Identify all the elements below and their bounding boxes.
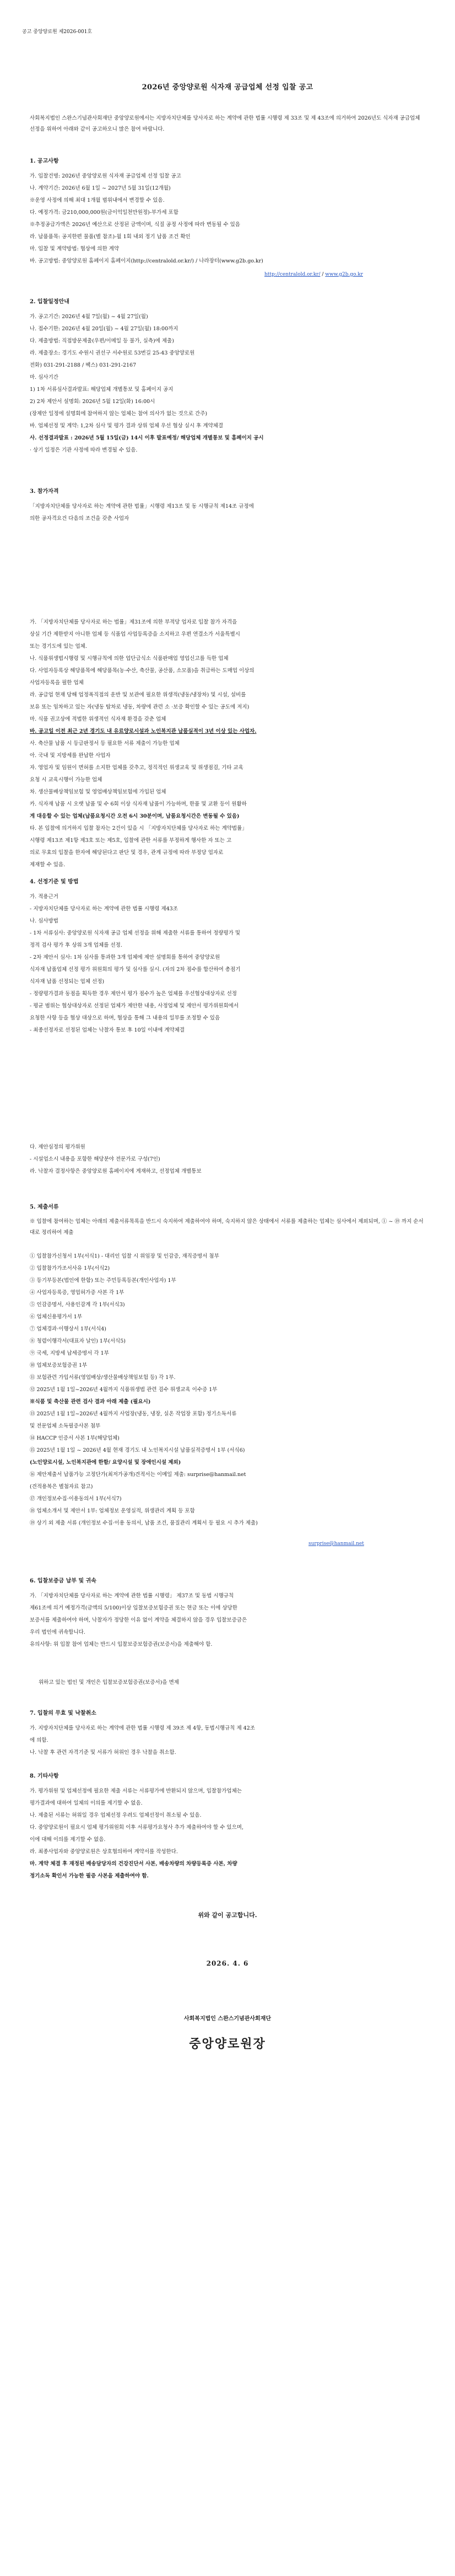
list-item: - 1차 서류심사: 중앙양로원 식자재 공급 업체 선정을 위해 제출한 서류를 통하여 정량평가 및 — [30, 930, 241, 936]
list-item: ① 입찰참가신청서 1부(서식1) - 대리인 입찰 시 위임장 및 인감증, 재직증명서 첨부 — [30, 1253, 219, 1259]
list-item: 시행령 제13조 제1항 제3호 또는 제5호, 입찰에 관한 서류를 부정하게 행사한 자 또는 고 — [30, 838, 232, 844]
list-item: - 평균 범위는 협상대상자로 선정된 업체가 제안한 내용, 사정업체 및 제안서 평가위원회에서 — [30, 1003, 239, 1009]
list-item: 사업자등록을 필한 업체 — [30, 680, 84, 686]
list-item: - 최종선정자로 선정된 업체는 낙찰자 통보 후 10일 이내에 계약체결 — [30, 1027, 185, 1033]
list-item: 2) 2차 제안서 설명회: 2026년 5월 12일(화) 16:00시 — [30, 399, 155, 405]
list-item: 정기소독 확인서 가능한 필증 사본을 제출하여야 함. — [30, 1873, 149, 1879]
list-item: - 시설업소시 내용을 포함한 해당분야 전문가로 구성(7인) — [30, 1156, 160, 1162]
list-item: 식자재 납품업체 선정 평가 위원회의 평가 및 심사를 실시. (자의 2차 점수를 합산하여 총점기 — [30, 967, 241, 973]
list-item: (장제안 일정에 설명회에 참여하지 않는 업체는 참여 의사가 없는 것으로 간주) — [30, 411, 208, 417]
list-item: 나. 심사방법 — [30, 918, 58, 924]
list-item: 식자재 납품 선정되는 업체 선정) — [30, 979, 105, 985]
list-item: 가. 평가위원 및 업체선정에 필요한 제출 서류는 서류평가에 반환되지 않으며, 입찰참가업체는 — [30, 1788, 242, 1794]
list-item: 아. 국내 및 지방세를 완납한 사업자 — [30, 753, 111, 759]
list-item: 마. 입찰 및 계약방법: 협상에 의한 계약 — [30, 246, 119, 252]
list-item: 마. 계약 체결 후 재정된 배송담당자의 건강진단서 사본, 배송차량의 차량등록증 사본, 차량 — [30, 1861, 237, 1867]
list-item: 가. 「지방자치단체를 당사자로 하는 법률」제31조에 의한 부적당 업자로 입찰 참가 자격을 — [30, 619, 237, 625]
document-number: 공고 중앙양로원 제2026-001호 — [22, 29, 93, 35]
list-item: ⑱ 업체소개서 및 제안서 1부: 업체정보 운영실적, 위생관리 계획 등 포함 — [30, 1508, 195, 1514]
section-5-title: 5. 제출서류 — [30, 1204, 59, 1210]
list-item: 다. 제출방법: 직접방문제출(우편/이메일 등 불가, 실측)에 제출) — [30, 338, 174, 344]
section-1-list — [30, 170, 432, 267]
section-4-title: 4. 선정기준 및 방법 — [30, 879, 79, 885]
section-3-title: 3. 참가자격 — [30, 489, 59, 495]
list-item: 가. 적용근거 — [30, 894, 58, 900]
list-item: 제재할 수 있음. — [30, 862, 66, 868]
section-2-title: 2. 입찰일정안내 — [30, 299, 69, 305]
list-item: 게 대응할 수 있는 업체(납품요청시간 오전 6시 30분이며, 납품요청시간은 변동될 수 있음) — [30, 813, 240, 819]
list-item: ⑯ 제안제출서 납품가능 고정단가(최저가공개)견적서는 이메일 제출: surprise@hanmail.net — [30, 1472, 246, 1478]
homepage-link[interactable]: http://centralold.or.kr/ — [264, 272, 321, 277]
list-item: 가. 「지방자치단체를 당사자로 하는 계약에 관한 법률 시행령」 제37조 및 동법 시행규칙 — [30, 1593, 234, 1599]
email-link[interactable]: surprise@hanmail.net — [308, 1541, 364, 1547]
list-item: 의한 공자격요건 다음의 조건을 갖춘 사업자 — [30, 516, 129, 522]
list-item: 사. 축산물 납품 시 등급판정서 등 필요한 서류 제출이 가능한 업체 — [30, 740, 180, 747]
list-item: 나. 제출된 서류는 허위일 경우 업체선정 우려도 업체선정이 취소될 수 있음. — [30, 1812, 202, 1818]
list-item: 다. 제안심정의 평가위원 — [30, 1144, 85, 1150]
closing-statement: 위와 같이 공고합니다. — [198, 1912, 257, 1919]
list-item: 마. 식품 권고상에 적법한 위생적인 식자재 환경을 갖춘 업체 — [30, 716, 166, 722]
list-item: ⑮ 2025년 1월 1일 ~ 2026년 4월 현재 경기도 내 노인복지시설 납품실적증명서 1부 (서식6) — [30, 1447, 245, 1453]
list-item: 또는 경기도에 있는 업체. — [30, 643, 87, 650]
section-6-tail: 위하고 있는 법인 및 개인은 입찰보증보험증권(보증서)을 면제 — [39, 1679, 179, 1686]
list-item: ④ 사업자등록증, 영업허가증 사본 각 1부 — [30, 1290, 124, 1296]
list-item: 「지방자치단체를 당사자로 하는 계약에 관한 법률」시행령 제13조 및 동 시행규칙 제14조 규정에 — [30, 503, 254, 509]
list-item: ⑪ 보험관련 가입서류(영업배상/생산물배상책임보험 등) 각 1부. — [30, 1375, 176, 1381]
list-item: 우리 법인에 귀속합니다. — [30, 1629, 85, 1635]
list-item: ⑥ 업체신용평가서 1부 — [30, 1314, 83, 1320]
homepage-links: http://centralold.or.kr/ / www.g2b.go.kr — [264, 272, 363, 277]
list-item: 라. 납품품목: 공지한편 물품(별 참조)-월 1회 내외 정기 납품 조건 확인 — [30, 234, 191, 240]
list-item: 1) 1차 서류심사결과발표: 해당업체 개별통보 및 홈페이지 공지 — [30, 387, 174, 393]
list-item: 정적 검사 평가 후 상위 3개 업체를 선정. — [30, 942, 122, 948]
list-item: 타. 본 입찰에 의거하지 입찰 참자는 2건이 있을 시 「지방자치단체를 당사자로 하는 계약법률」 — [30, 825, 247, 831]
list-item: ⑫ 2025년 1월 1일~2026년 4월까지 식품위생법 관련 검수 위생교육 이수증 1부 — [30, 1387, 218, 1393]
section-2-list — [30, 311, 432, 457]
list-item: 제61조에 의거 예정가격(금액의 5/100)이상 입찰보증보험증권 또는 현금 또는 이에 상당한 — [30, 1605, 237, 1611]
list-item: ⑲ 상기 외 제출 서류 (개인정보 수집·이용 동의서, 납품 조건, 품질관리 계획서 등 필요 시 추가 제출) — [30, 1520, 258, 1526]
list-item: 나. 접수기한: 2026년 4월 20일(월) ~ 4월 27일(월) 18:00까지 — [30, 326, 178, 332]
g2b-link[interactable]: www.g2b.go.kr — [325, 272, 363, 277]
list-item: 가. 입찰건명: 2026년 중앙양로원 식자재 공급업체 선정 입찰 공고 — [30, 173, 181, 179]
list-item: - 정량평가결과 동점을 획득한 경우 제안서 평가 점수가 높은 업체를 우선협상대상자로 선정 — [30, 991, 237, 997]
list-item: - 2차 제안서 심사: 1차 심사를 통과한 3개 업체에 제안 설명회를 통하여 중앙양로원 — [30, 954, 220, 960]
list-item: 가. 지방자치단체를 당사자로 하는 계약에 관한 법률 시행령 제 39조 제 4항, 동법시행규칙 제 42조 — [30, 1725, 255, 1731]
section-4-list — [30, 891, 432, 1037]
list-item: 다. 예정가격: 금210,000,000원(금이억일천만원정)-부가세 포함 — [30, 210, 178, 216]
list-item: ② 입찰참가가조서사유 1부(서식2) — [30, 1265, 110, 1271]
list-item: 평가결과에 대하여 일체의 이의를 제기할 수 없음. — [30, 1800, 143, 1806]
section-3-intro — [30, 501, 432, 525]
section-7-list — [30, 1722, 432, 1759]
list-item: ⑬ 2025년 1월 1일~2026년 4월까지 사업장(냉동, 냉장, 실온 작업장 포함) 정기소독서류 — [30, 1411, 237, 1417]
list-item: 사. 선정결과발표 : 2026년 5월 15일(금) 14시 이후 발표예정/ 해당업체 개별통보 및 홈페이지 공시 — [30, 435, 264, 441]
list-item: ⑨ 국세, 지방세 납세증명서 각 1부 — [30, 1350, 109, 1356]
section-7-title: 7. 입찰의 무효 및 낙찰취소 — [30, 1710, 96, 1716]
section-8-title: 8. 기타사항 — [30, 1773, 59, 1779]
list-item: 마. 심사기간 — [30, 374, 58, 380]
list-item: 요청 시 교육시행이 가능한 업체 — [30, 777, 102, 783]
list-item: 의로 무효의 입찰을 한자에 해당된다고 판단 및 경우, 관계 규정에 따라 부정당 업자로 — [30, 850, 224, 856]
list-item: 다. 중앙양로원이 필요시 업체 평가위원회 이후 서류평가요청사 추가 제출하여야 할 수 있으며, — [30, 1824, 243, 1831]
list-item: 라. 낙찰자 결정사항은 중앙양로원 홈페이지에 게재하고, 선정업체 개별통보 — [30, 1168, 202, 1174]
list-item: ⑧ 청렴이행각서(대표자 날인) 1부(서식5) — [30, 1338, 126, 1344]
page-title: 2026년 중앙양로원 식자재 공급업체 선정 입찰 공고 — [142, 83, 313, 92]
section-1-title: 1. 공고사항 — [30, 158, 59, 164]
list-item: 유의사항: 위 입찰 참여 업체는 반드시 입찰보증보험증권(보증서)을 제출해야 함. — [30, 1641, 213, 1647]
list-item: - 지방자치단체를 당사자로 하는 계약에 관한 법률 시행령 제43조 — [30, 906, 178, 912]
list-item: ⑦ 업체경과·이행상서 1부(서식4) — [30, 1326, 107, 1332]
organization-name: 사회복지법인 스완스기념관사회재단 — [183, 2016, 272, 2022]
list-item: 자. 영업자 및 임원이 면허를 소지한 업체를 갖추고, 정직적인 위생교육 및 위생점검, 기타 교육 — [30, 765, 243, 771]
list-item: 상실 기간 제한받지 아니한 업체 등 식품업 사업등록증을 소지하고 우편 연결소가 서울특별시 — [30, 631, 240, 637]
list-item: (견적용복은 별첨자료 참고) — [30, 1484, 93, 1490]
section-3-list — [30, 616, 432, 871]
list-item: 라. 제출장소: 경기도 수원시 권선구 서수원로 53번길 25-43 중앙양로원 — [30, 350, 195, 356]
list-item: ※추정공급가액은 2026년 예산으로 산정된 금액이며, 식질 공정 사정에 따라 변동될 수 있음 — [30, 222, 240, 228]
list-item: 나. 계약기간: 2026년 6월 1일 ~ 2027년 5월 31일(12개월) — [30, 185, 171, 191]
list-item: 카. 식자재 납품 시 오랫 납품 및 수 6회 이상 식자재 납품이 가능하며, 한품 및 교환 등이 원활하 — [30, 801, 247, 807]
section-6-list — [30, 1590, 432, 1651]
list-item: 라. 공급업 현재 당해 업정폭직접의 운반 및 보관에 필요한 위생적(냉동/냉장차) 및 시설, 설비를 — [30, 692, 246, 698]
section-8-list — [30, 1785, 432, 1882]
list-item: 가. 공고기간: 2026년 4월 7일(월) ~ 4월 27일(월) — [30, 314, 148, 320]
list-item: 보유 또는 임차하고 있는 자(냉동 탑차로 냉동, 차량에 관련 소 ·보증 확인할 수 있는 공도에 저지) — [30, 704, 250, 710]
section-5-list — [30, 1251, 432, 1530]
list-item: 에 의함. — [30, 1737, 48, 1743]
list-item: ※식품 및 축산물 관련 검사 결과 아래 제출 (필요시) — [30, 1399, 151, 1405]
list-item: ⑤ 인감증명서, 사용인감계 각 1부(서식3) — [30, 1302, 125, 1308]
list-item: ③ 등기부등본(법인에 한함) 또는 주민등록등본(개인사업자) 1부 — [30, 1278, 176, 1284]
section-6-title: 6. 입찰보증금 납부 및 귀속 — [30, 1578, 96, 1584]
section-5-note: ※ 입찰에 참여하는 업체는 아래의 제출서류목록을 반드시 숙지하여 제출하여야 하며, 숙지하지 않은 상태에서 서류를 제출하는 업체는 심사에서 제외되며, ① ~ ⑲ 까지 순서대로 정리하여 제출 — [30, 1219, 424, 1236]
director-title: 중앙양로원장 — [189, 2037, 266, 2051]
list-item: ※운영 사정에 의해 최대 1개월 범위내에서 변경할 수 있음. — [30, 197, 165, 203]
list-item: 보증서를 제출하여야 하며, 낙찰자가 정당한 이유 없이 계약을 체결하지 않을 경우 입찰보증금은 — [30, 1617, 247, 1623]
list-item: 바. 업체선정 및 계약: 1,2차 심사 및 평가 결과 상위 업체 우선 협상 실시 후 계약체결 — [30, 423, 224, 429]
list-item: 차. 생산물배상책임보험 및 영업배상책임보험에 가입된 업체 — [30, 789, 166, 795]
list-item: 요청한 사항 등을 협상 대상으로 하며, 협상을 통해 그 내용의 일부를 조정할 수 있음 — [30, 1015, 220, 1021]
email-link-holder — [308, 1538, 419, 1549]
list-item: 전화) 031-291-2188 / 팩스) 031-291-2167 — [30, 362, 137, 368]
list-item: 및 전문업체 소독필증사본 첨부 — [30, 1423, 101, 1429]
list-item: 나. 식품위생법시행령 및 시행규칙에 의한 업단급식소 식품판매업 영업신고를 득한 업체 — [30, 656, 229, 662]
list-item: 다. 사업자등록상 해당품목에 해당품목(농·수산, 축산물, 공산품, 소모품)을 취급하는 도매업 이상의 — [30, 668, 254, 674]
list-item: ⑭ HACCP 인증서 사본 1부(해당업체) — [30, 1435, 120, 1441]
announcement-date: 2026. 4. 6 — [206, 1960, 249, 1967]
list-item: 라. 최종사업자와 중앙양로원은 상호협의하여 계약서를 작성한다. — [30, 1849, 178, 1855]
intro-paragraph: 사회복지법인 스완스기념관사회재단 중앙양로원에서는 지방자치단체를 당사자로 하는 계약에 관한 법률 시행령 제 33조 및 제 43조에 의거하여 2026년도 식자재 공급업체 선정을 위하여 아래와 같이 공고하오니 많은 참여 바랍니다. — [30, 115, 420, 132]
list-item: 이에 대해 이의를 제기할 수 없음. — [30, 1837, 106, 1843]
list-item: (노인양로시설, 노인복지관에 한함/ 요양시설 및 장애인시설 제외) — [30, 1459, 181, 1466]
section-4-tail — [30, 1141, 432, 1178]
list-item: ⑩ 업체보증보험증권 1부 — [30, 1362, 88, 1368]
list-item: 나. 낙찰 후 관련 자격기준 및 서류가 허위인 경우 낙찰을 취소함. — [30, 1749, 176, 1756]
list-item: ⑰ 개인정보수집·이용동의서 1부(서식7) — [30, 1496, 122, 1502]
list-item: 바. 공고일 이전 최근 2년 경기도 내 유료양로시설과 노인복지관 납품실적이 3년 이상 있는 사업자. — [30, 728, 257, 734]
list-item: · 상기 일정은 기관 사정에 따라 변경될 수 있음. — [30, 447, 138, 453]
list-item: 바. 공고방법: 중앙양로원 홈페이지 홈페이지(http://centralold.or.kr/) / 나라장터(www.g2b.go.kr) — [30, 258, 263, 264]
